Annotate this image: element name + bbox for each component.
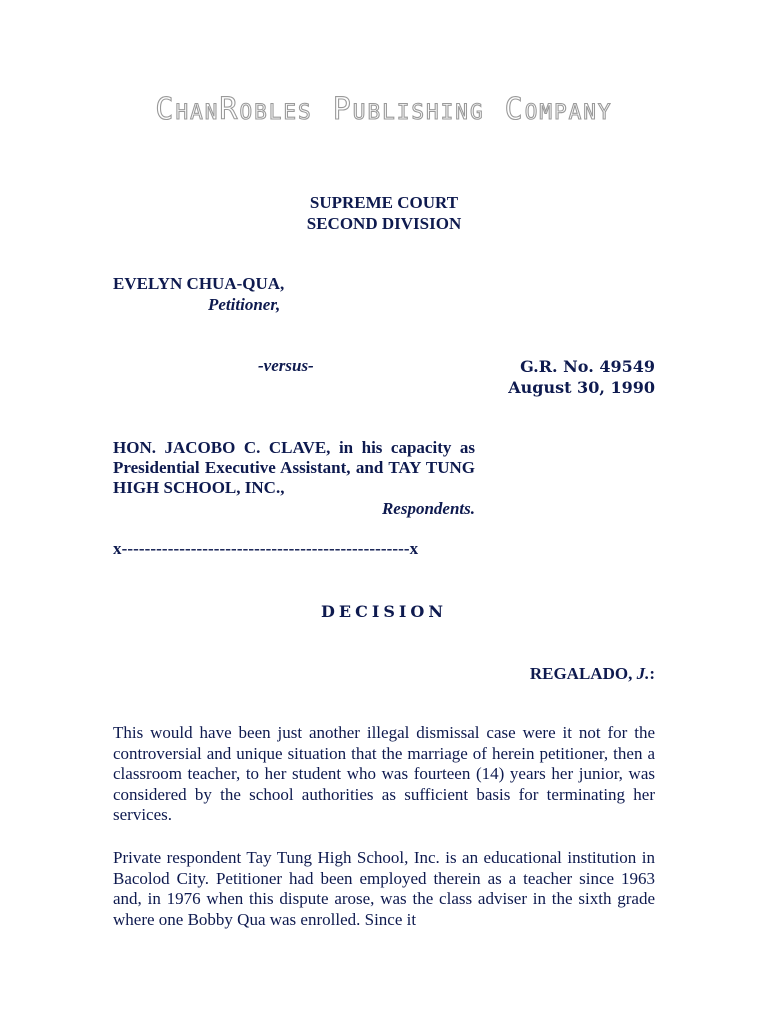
court-name: SUPREME COURT — [309, 193, 459, 212]
decision-heading: DECISION — [321, 602, 447, 621]
ponente-name: REGALADO, — [529, 664, 633, 683]
body-paragraph: This would have been just another illegal dismissal case were it not for the controversial and unique situation that the marriage of herein petitioner, then a classroom teacher, to her student who was fourteen (14) years her junior, was considered by the school authorities as sufficient basis for terminating her services. — [113, 723, 655, 824]
versus-label: -versus- — [258, 356, 314, 375]
respondents-block — [113, 438, 475, 519]
ponente-suffix: : — [649, 664, 655, 683]
gr-number: G.R. No. 49549 — [520, 357, 655, 376]
ponente-title: J. — [636, 664, 650, 683]
respondents-role: Respondents. — [381, 499, 475, 518]
body-paragraph: Private respondent Tay Tung High School, Inc. is an educational institution in Bacolod City. Petitioner had been employed therein as a teacher since 1963 and, in 1976 when this dispute arose, was the class adviser in the sixth grade where one Bobby Qua was enrolled. Since it — [113, 848, 655, 929]
ponente — [500, 664, 655, 684]
petitioner-name: EVELYN CHUA-QUA, — [113, 274, 285, 293]
case-reference — [500, 356, 655, 398]
petitioner-role: Petitioner, — [208, 295, 281, 314]
court-division: SECOND DIVISION — [306, 214, 462, 233]
decision-date: August 30, 1990 — [508, 378, 655, 397]
caption-divider: x--------------------------------------------------x — [113, 539, 419, 558]
court-heading — [0, 192, 768, 234]
respondents-names: HON. JACOBO C. CLAVE, in his capacity as Presidential Executive Assistant, and TAY TUNG HIGH SCHOOL, INC., — [113, 438, 475, 497]
publisher-header: ChanRobles Publishing Company — [155, 92, 613, 127]
